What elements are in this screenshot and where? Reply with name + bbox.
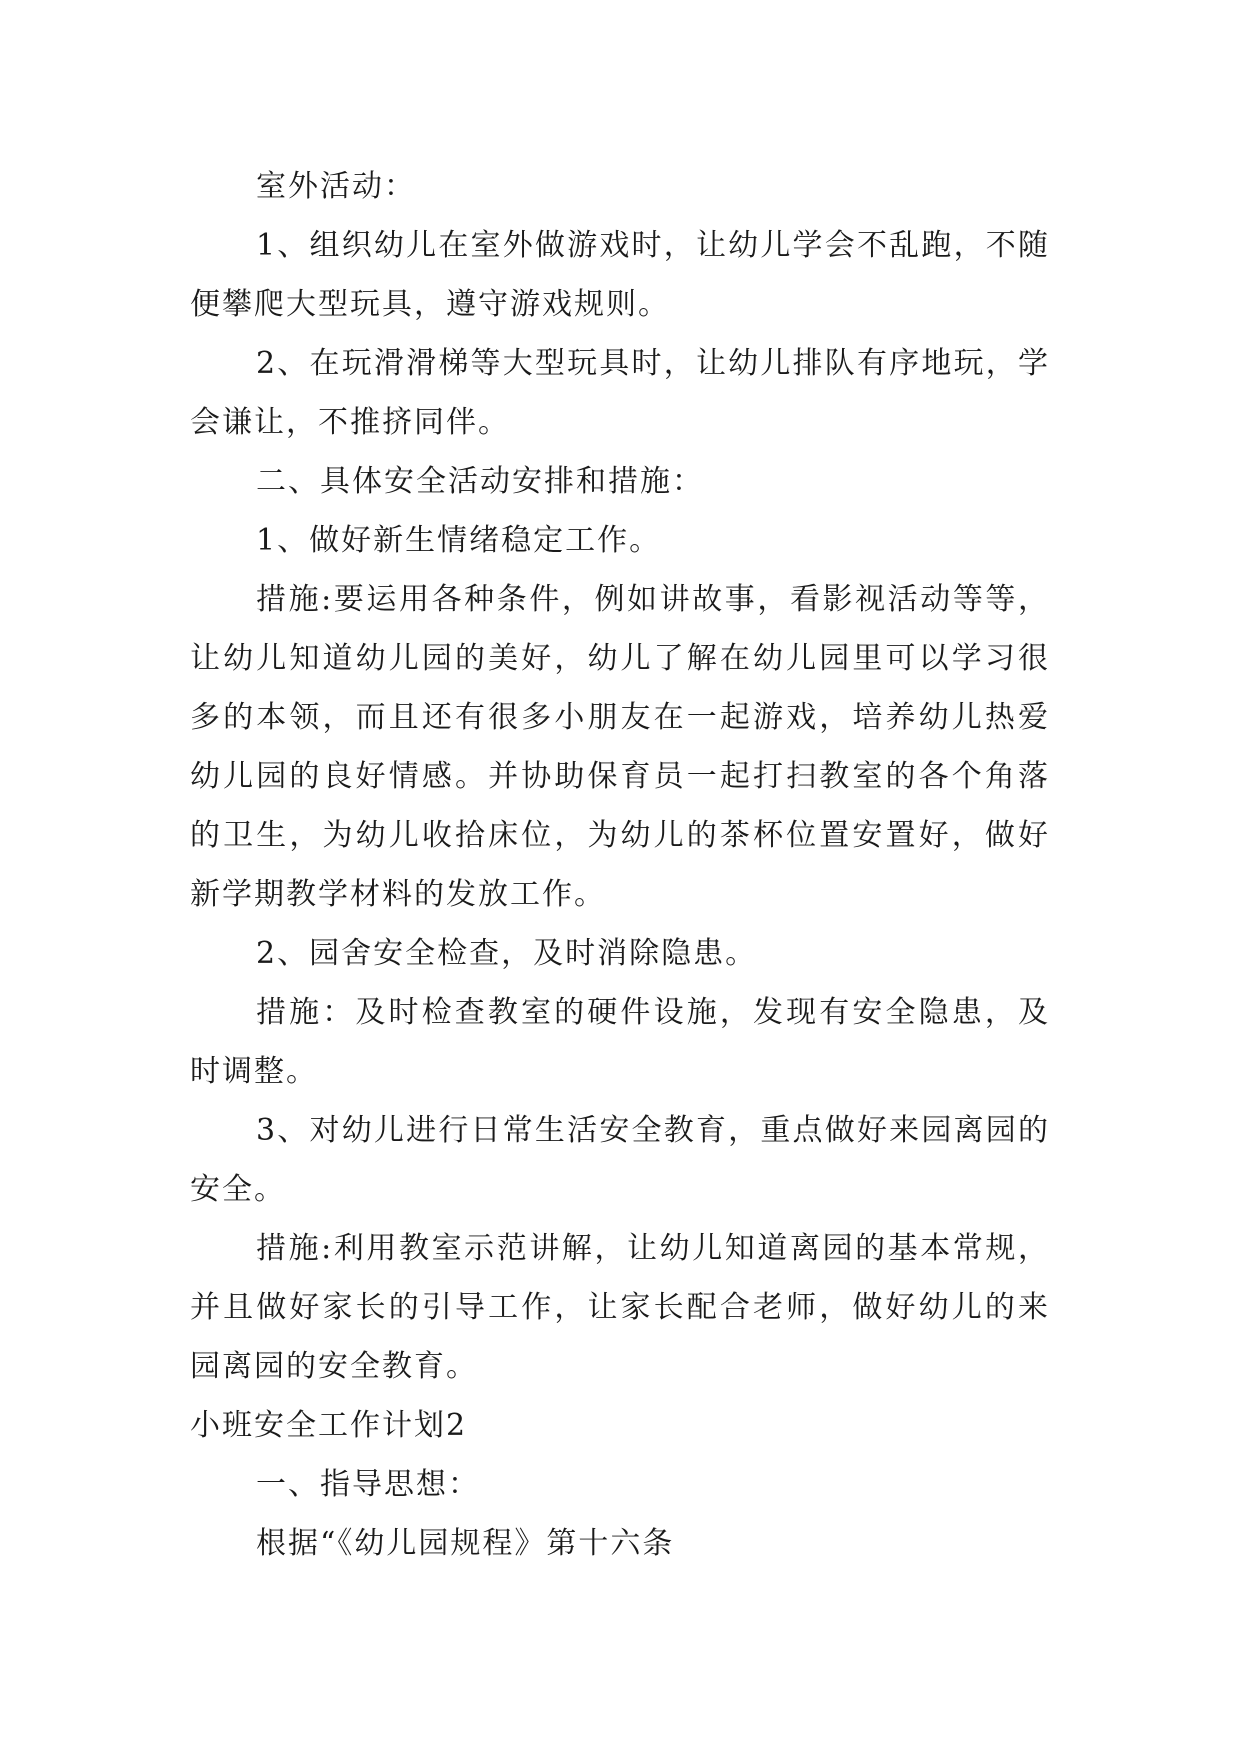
paragraph-guiding-heading: 一、指导思想：: [256, 1467, 480, 1502]
paragraph-item-3: 3、对幼儿进行日常生活安全教育，重点做好来园离园的安全。: [190, 1113, 1050, 1207]
document-body: [190, 157, 1050, 1573]
paragraph-measures-1: 措施:要运用各种条件，例如讲故事，看影视活动等等，让幼儿知道幼儿园的美好，幼儿了解在幼儿园里可以学习很多的本领，而且还有很多小朋友在一起游戏，培养幼儿热爱幼儿园的良好情感。并协助保育员一起打扫教室的各个角落的卫生，为幼儿收拾床位，为幼儿的茶杯位置安置好，做好新学期教学材料的发放工作。: [190, 582, 1050, 912]
paragraph-measures-3: 措施:利用教室示范讲解，让幼儿知道离园的基本常规，并且做好家长的引导工作，让家长配合老师，做好幼儿的来园离园的安全教育。: [190, 1231, 1050, 1384]
paragraph-outdoor-item-2: 2、在玩滑滑梯等大型玩具时，让幼儿排队有序地玩，学会谦让，不推挤同伴。: [190, 346, 1050, 440]
paragraph-outdoor-item-1: 1、组织幼儿在室外做游戏时，让幼儿学会不乱跑，不随便攀爬大型玩具，遵守游戏规则。: [190, 228, 1050, 322]
paragraph-item-1: 1、做好新生情绪稳定工作。: [256, 523, 662, 558]
document-section-title: 小班安全工作计划2: [190, 1408, 468, 1443]
paragraph-measures-2: 措施：及时检查教室的硬件设施，发现有安全隐患，及时调整。: [190, 995, 1050, 1089]
paragraph-outdoor-activities-heading: 室外活动：: [256, 169, 416, 204]
paragraph-guiding-text: 根据“《幼儿园规程》第十六条: [256, 1526, 675, 1561]
paragraph-section-2-heading: 二、具体安全活动安排和措施：: [256, 464, 704, 499]
paragraph-item-2: 2、园舍安全检查，及时消除隐患。: [256, 936, 758, 971]
